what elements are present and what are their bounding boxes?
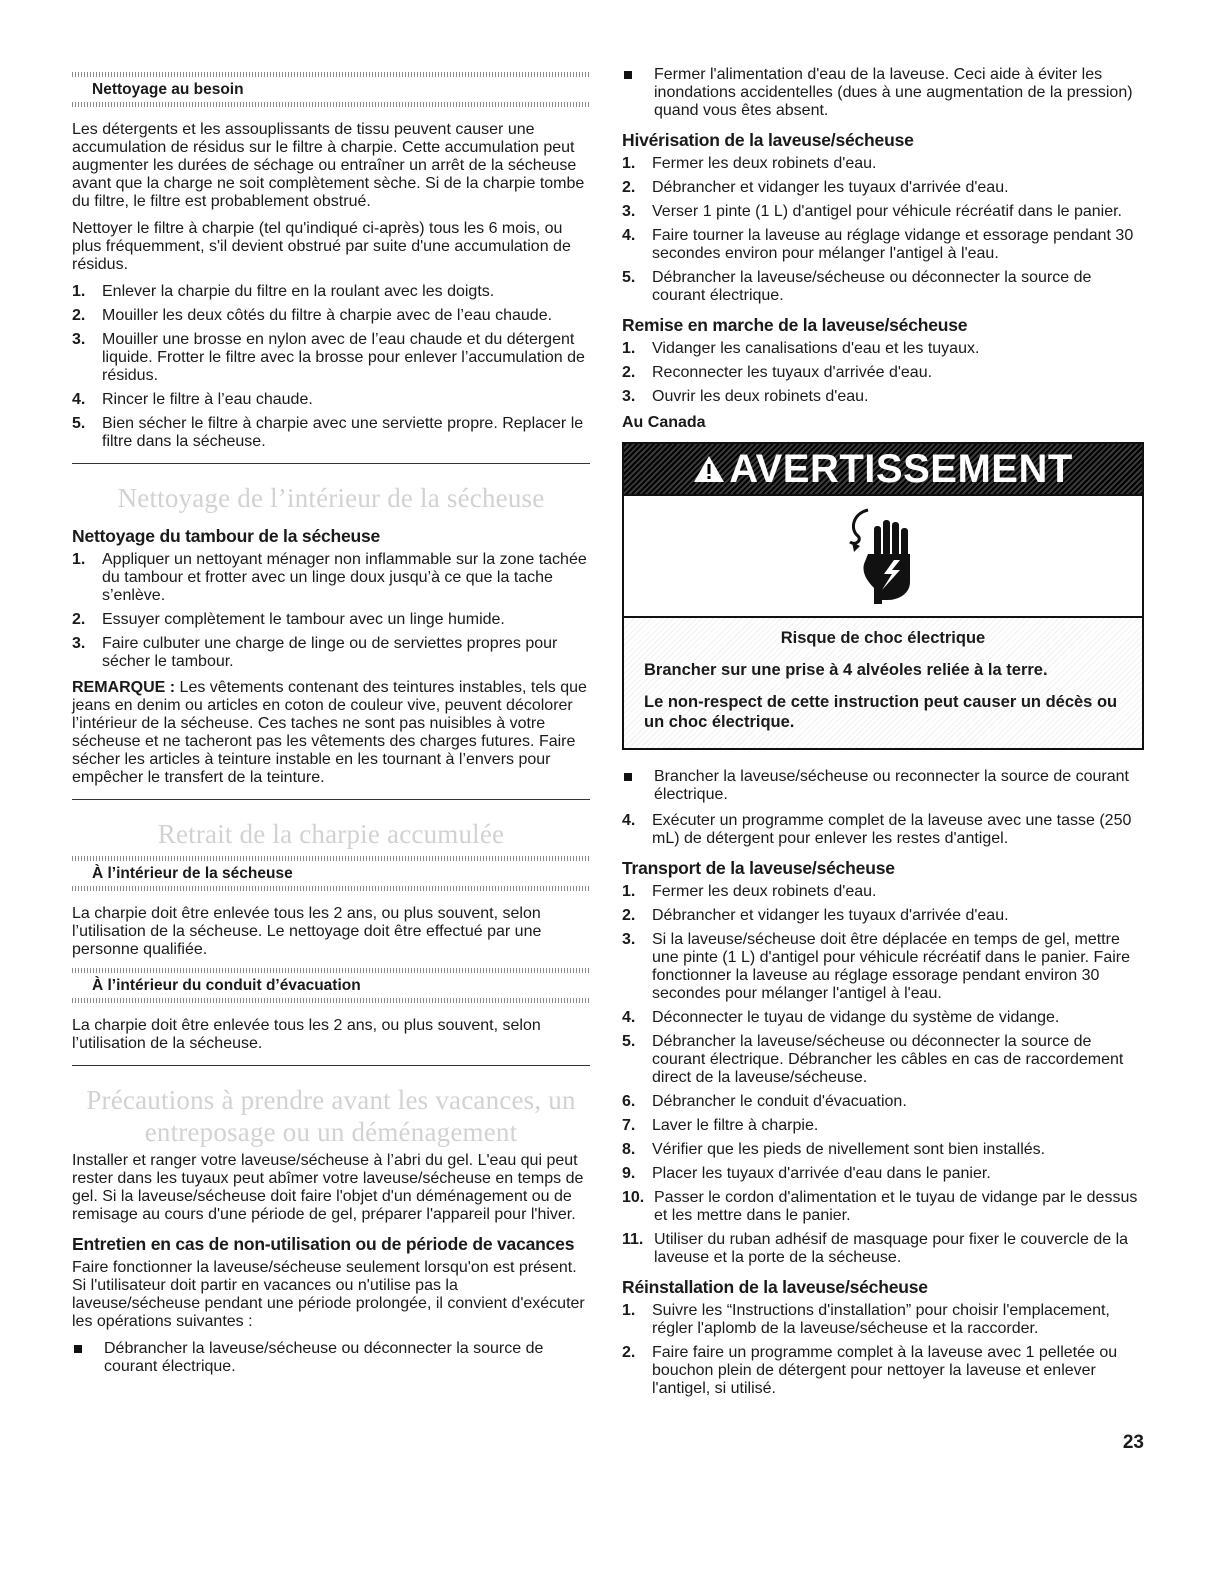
subsection-title-exhaust: À l’intérieur du conduit d’évacuation (92, 977, 361, 994)
warning-instruction: Brancher sur une prise à 4 alvéoles reliée à la terre. (644, 661, 1048, 679)
list-item: Fermer l'alimentation d'eau de la laveuse. Ceci aide à éviter les inondations accidentelles (dues à une augmentation de la pression) quand vous êtes absent. (622, 66, 1144, 120)
list-item: 2. Mouiller les deux côtés du filtre à charpie avec de l’eau chaude. (72, 307, 553, 324)
list-item: 2. Débrancher et vidanger les tuyaux d'arrivée d'eau. (622, 907, 1009, 924)
list-item: 3. Ouvrir les deux robinets d'eau. (622, 388, 869, 405)
warning-box (622, 442, 1144, 750)
list-item: 2. Débrancher et vidanger les tuyaux d'arrivée d'eau. (622, 179, 1009, 196)
subsection-band-cleaning (72, 72, 590, 107)
heading-vacation: Entretien en cas de non-utilisation ou de période de vacances (72, 1234, 575, 1254)
restart-steps (622, 340, 1144, 406)
list-item: 1. Fermer les deux robinets d'eau. (622, 155, 877, 172)
subsection-band-exhaust (72, 968, 590, 1003)
warning-triangle-icon (693, 454, 725, 484)
list-item: 1. Fermer les deux robinets d'eau. (622, 883, 877, 900)
heading-transport: Transport de la laveuse/sécheuse (622, 858, 895, 878)
list-item: 3. Si la laveuse/sécheuse doit être déplacée en temps de gel, mettre une pinte (1 L) d'antigel pour véhicule récréatif dans le panier. Faire fonctionner la laveuse au réglage essorage pendant environ 30 secondes pour mélanger l'antigel à l'eau. (622, 931, 1131, 1002)
square-bullet-icon (624, 773, 632, 781)
paragraph-remark (72, 679, 590, 787)
subsection-title-inside-dryer: À l’intérieur de la sécheuse (92, 865, 293, 882)
list-item: 3. Mouiller une brosse en nylon avec de l’eau chaude et du détergent liquide. Frotter le filtre avec la brosse pour enlever l’accumulation de résidus. (72, 331, 585, 384)
warning-risk: Risque de choc électrique (780, 629, 986, 647)
list-item: Brancher la laveuse/sécheuse ou reconnecter la source de courant électrique. (622, 768, 1144, 804)
list-item: 1. Vidanger les canalisations d'eau et les tuyaux. (622, 340, 980, 357)
paragraph-residue: Les détergents et les assouplissants de tissu peuvent causer une accumulation de résidus sur le filtre à charpie. Cette accumulation peut augmenter les durées de séchage ou entraîner un arrêt de la sécheuse avant que la charge ne soit complètement sèche. Si de la charpie tombe du filtre, le filtre est probablement obstrué. (72, 121, 585, 210)
list-item: 2. Faire faire un programme complet à la laveuse avec 1 pelletée ou bouchon plein de détergent pour nettoyer la laveuse et enlever l'antigel, si utilisé. (622, 1344, 1118, 1397)
page-number: 23 (1122, 1432, 1144, 1453)
list-item: 11. Utiliser du ruban adhésif de masquage pour fixer le couvercle de la laveuse et la porte de la sécheuse. (622, 1231, 1129, 1266)
list-item: 10. Passer le cordon d'alimentation et le tuyau de vidange par le dessus et les mettre dans le panier. (622, 1189, 1138, 1224)
remark-text: Les vêtements contenant des teintures instables, tels que jeans en denim ou articles en coton de couleur vive, peuvent décolorer l’intérieur de la sécheuse. Ces taches ne sont pas nuisibles à votre sécheuse et ne tacheront pas les vêtements des charges futures. Faire sécher les articles à teinture instable en les tournant à l’envers pour empêcher le transfert de la teinture. (72, 679, 587, 786)
warning-icon-row (624, 494, 1142, 616)
list-item: 3. Verser 1 pinte (1 L) d'antigel pour véhicule récréatif dans le panier. (622, 203, 1122, 220)
lint-filter-steps (72, 283, 590, 451)
list-item: 1. Suivre les “Instructions d'installation” pour choisir l'emplacement, régler l'aplomb de la laveuse/sécheuse et la raccorder. (622, 1302, 1110, 1337)
heading-winterizing: Hivérisation de la laveuse/sécheuse (622, 130, 914, 150)
label-canada: Au Canada (622, 414, 706, 431)
warning-consequence: Le non-respect de cette instruction peut causer un décès ou un choc électrique. (644, 693, 1118, 731)
paragraph-frost: Installer et ranger votre laveuse/sécheuse à l’abri du gel. L'eau qui peut rester dans les tuyaux peut abîmer votre laveuse/sécheuse en temps de gel. Si la laveuse/sécheuse doit faire l'objet d'un déménagement ou de remisage au cours d'une période de gel, préparer l'appareil pour l'hiver. (72, 1152, 584, 1223)
square-bullet-icon (74, 1345, 82, 1353)
right-column (622, 66, 1144, 1406)
warning-text (624, 616, 1142, 748)
list-item: 5. Bien sécher le filtre à charpie avec une serviette propre. Replacer le filtre dans la sécheuse. (72, 415, 584, 450)
paragraph-inside-dryer: La charpie doit être enlevée tous les 2 ans, ou plus souvent, selon l’utilisation de la sécheuse. Le nettoyage doit être effectué par une personne qualifiée. (72, 905, 542, 958)
section-divider (72, 799, 590, 800)
list-item: 3. Faire culbuter une charge de linge ou de serviettes propres pour sécher le tambour. (72, 635, 558, 670)
list-item: 1. Appliquer un nettoyant ménager non inflammable sur la zone tachée du tambour et frotter avec un linge doux jusqu’à ce que la tache s’enlève. (72, 551, 587, 604)
subsection-title-cleaning: Nettoyage au besoin (92, 81, 244, 98)
vacation-bullets (72, 1340, 590, 1376)
section-title-lint-removal: Retrait de la charpie accumulée (157, 819, 505, 849)
heading-drum-cleaning: Nettoyage du tambour de la sécheuse (72, 526, 381, 546)
list-item: 2. Essuyer complètement le tambour avec un linge humide. (72, 611, 505, 628)
subsection-band-inside-dryer (72, 856, 590, 891)
list-item: 4. Exécuter un programme complet de la laveuse avec une tasse (250 mL) de détergent pour enlever les restes d'antigel. (622, 812, 1132, 847)
section-title-precautions: Précautions à prendre avant les vacances, un entreposage ou un déménagement (86, 1085, 576, 1147)
section-divider (72, 1065, 590, 1066)
list-item: 4. Déconnecter le tuyau de vidange du système de vidange. (622, 1009, 1060, 1026)
list-item: 8. Vérifier que les pieds de nivellement sont bien installés. (622, 1141, 1046, 1158)
square-bullet-icon (624, 71, 632, 79)
heading-reinstall: Réinstallation de la laveuse/sécheuse (622, 1277, 928, 1297)
reinstall-steps (622, 1302, 1144, 1398)
paragraph-exhaust: La charpie doit être enlevée tous les 2 ans, ou plus souvent, selon l’utilisation de la sécheuse. (72, 1017, 541, 1052)
vacation-bullets-cont (622, 66, 1144, 120)
warning-title: AVERTISSEMENT (729, 447, 1073, 491)
heading-restart: Remise en marche de la laveuse/sécheuse (622, 315, 968, 335)
list-item: Débrancher la laveuse/sécheuse ou déconnecter la source de courant électrique. (72, 1340, 590, 1376)
after-warning-steps (622, 812, 1144, 848)
list-item: 4. Faire tourner la laveuse au réglage vidange et essorage pendant 30 secondes environ pour mélanger l'antigel à l'eau. (622, 227, 1134, 262)
list-item: 4. Rincer le filtre à l’eau chaude. (72, 391, 313, 408)
list-item: 5. Débrancher la laveuse/sécheuse ou déconnecter la source de courant électrique. (622, 269, 1092, 304)
after-warning-bullets (622, 768, 1144, 804)
drum-steps (72, 551, 590, 671)
remark-label: REMARQUE : (72, 679, 176, 696)
section-title-interior: Nettoyage de l’intérieur de la sécheuse (117, 483, 545, 513)
warning-header (624, 444, 1142, 494)
transport-steps (622, 883, 1144, 1267)
list-item: 9. Placer les tuyaux d'arrivée d'eau dans le panier. (622, 1165, 991, 1182)
paragraph-vacation: Faire fonctionner la laveuse/sécheuse seulement lorsqu'on est présent. Si l'utilisateur doit partir en vacances ou n'utilise pas la laveuse/sécheuse pendant une période prolongée, il convient d'exécuter les opérations suivantes : (72, 1259, 585, 1330)
list-item: 2. Reconnecter les tuyaux d'arrivée d'eau. (622, 364, 933, 381)
section-divider (72, 463, 590, 464)
left-column (72, 66, 590, 1384)
list-item: 5. Débrancher la laveuse/sécheuse ou déconnecter la source de courant électrique. Débrancher les câbles en cas de raccordement direct de la laveuse/sécheuse. (622, 1033, 1124, 1086)
list-item: 7. Laver le filtre à charpie. (622, 1117, 819, 1134)
list-item: 6. Débrancher le conduit d'évacuation. (622, 1093, 907, 1110)
list-item: 1. Enlever la charpie du filtre en la roulant avec les doigts. (72, 283, 495, 300)
electric-shock-hand-icon (838, 508, 928, 608)
winterizing-steps (622, 155, 1144, 305)
paragraph-frequency: Nettoyer le filtre à charpie (tel qu'indiqué ci-après) tous les 6 mois, ou plus fréquemment, s'il devient obstrué par suite d'une accumulation de résidus. (72, 220, 571, 273)
